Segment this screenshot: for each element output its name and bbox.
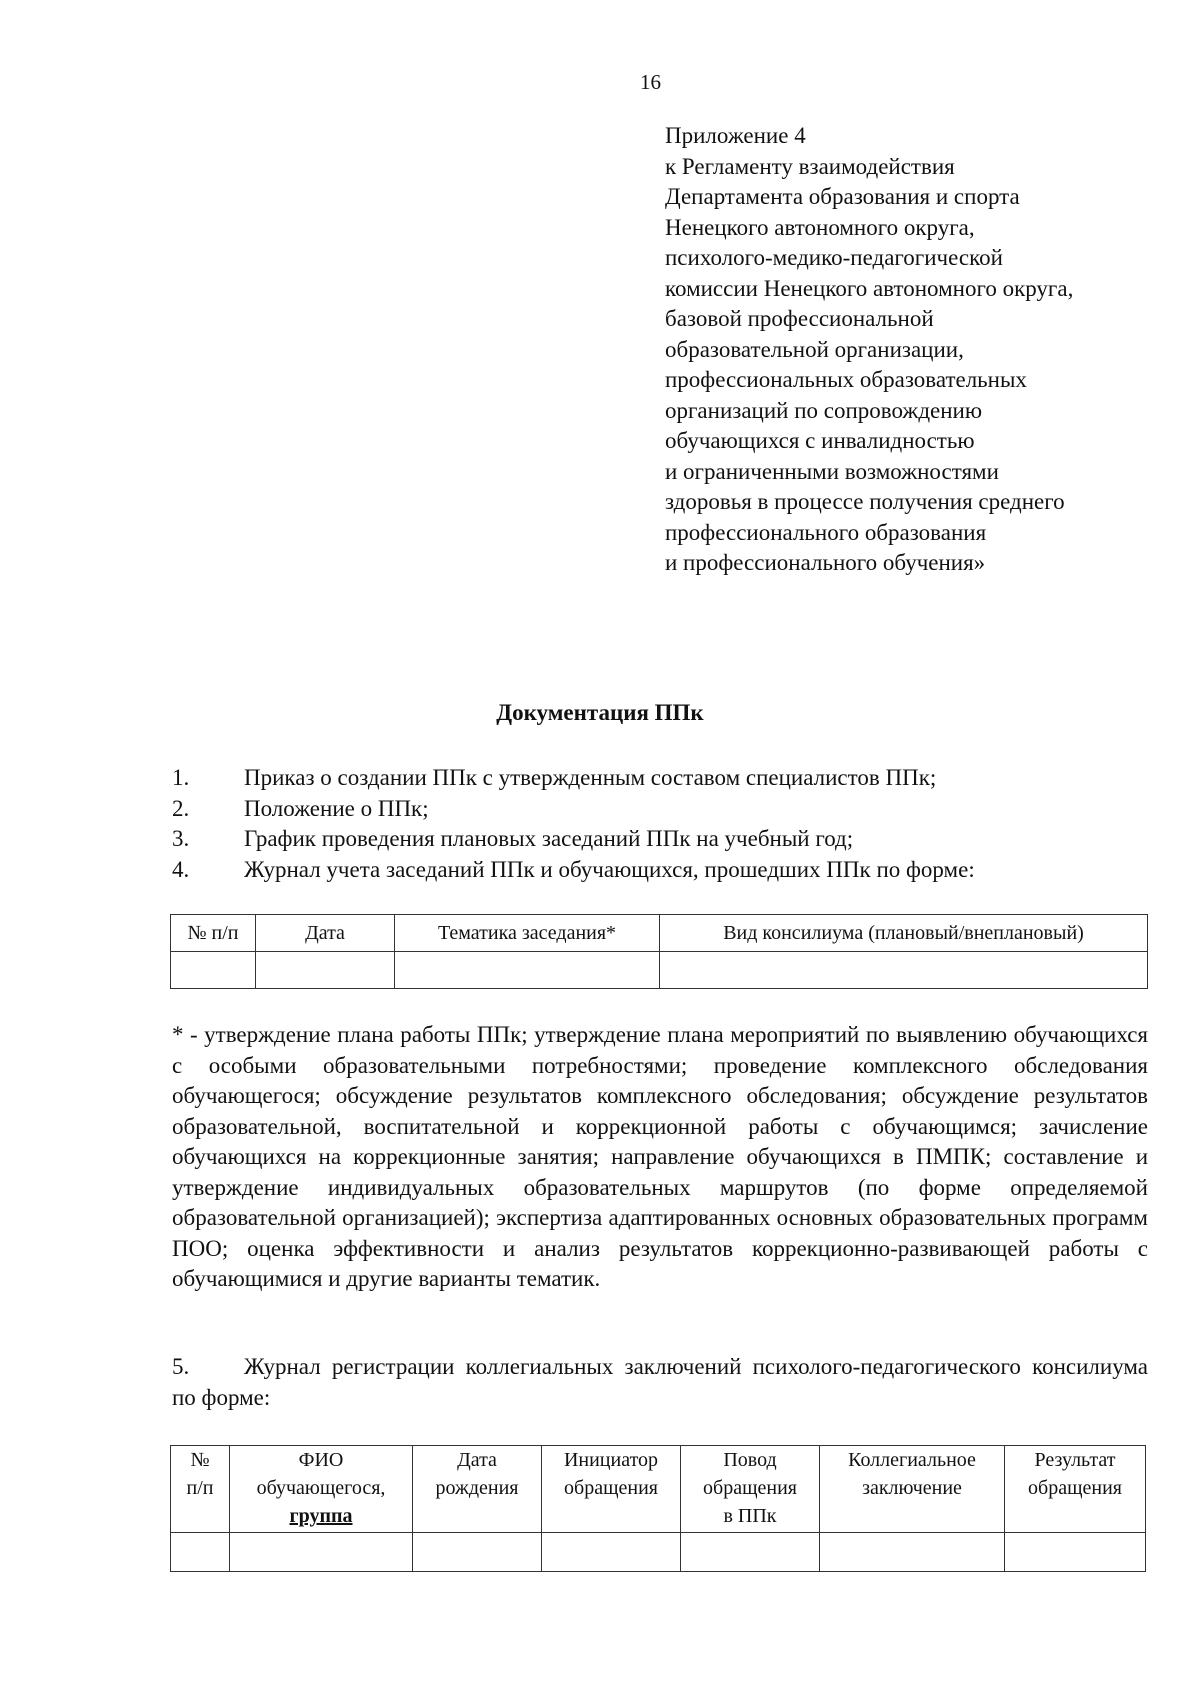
header-line: обращения bbox=[703, 1477, 797, 1499]
table-cell bbox=[230, 1533, 413, 1572]
table-header-row bbox=[171, 915, 1148, 952]
list-item-text: Положение о ППк; bbox=[244, 795, 429, 821]
table-cell bbox=[395, 952, 660, 989]
annex-line: Приложение 4 bbox=[665, 123, 806, 148]
header-line: обращения bbox=[1028, 1477, 1122, 1499]
annex-line: и профессионального обучения» bbox=[665, 550, 986, 575]
footnote-text: * - утверждение плана работы ППк; утверждение плана мероприятий по выявлению обучающихся с особыми образовательными потребностями; проведение комплексного обследования обучающегося; обсуждение результатов комплексного обследования; обсуждение результатов образовательной, воспитательной и коррекционной работы с обучающимся; зачисление обучающихся на коррекционные занятия; направление обучающихся в ПМПК; составление и утверждение индивидуальных образовательных маршрутов (по форме определяемой образовательной организацией); экспертиза адаптированных основных образовательных программ ПОО; оценка эффективности и анализ результатов коррекционно-развивающей работы с обучающимися и другие варианты тематик. bbox=[172, 1022, 1148, 1291]
annex-line: базовой профессиональной bbox=[665, 306, 934, 331]
list-item bbox=[172, 824, 1152, 855]
conclusions-journal-table bbox=[170, 1445, 1146, 1572]
header-line: ФИО bbox=[298, 1449, 344, 1471]
header-line: Коллегиальное bbox=[848, 1449, 976, 1471]
list-item bbox=[172, 855, 1152, 886]
table-row bbox=[171, 952, 1148, 989]
column-header: Вид консилиума (плановый/внеплановый) bbox=[660, 915, 1148, 952]
document-title: Документация ППк bbox=[496, 700, 704, 725]
header-line: обучающегося, bbox=[256, 1477, 386, 1499]
column-header: Тематика заседания* bbox=[395, 915, 660, 952]
annex-line: к Регламенту взаимодействия bbox=[665, 153, 955, 179]
list-item-text: График проведения плановых заседаний ППк на учебный год; bbox=[244, 826, 854, 851]
annex-line: обучающихся с инвалидностью bbox=[665, 428, 975, 453]
column-header bbox=[820, 1446, 1005, 1533]
table-cell bbox=[542, 1533, 681, 1572]
annex-line: психолого-медико-педагогической bbox=[665, 245, 1003, 270]
annex-line: и ограниченными возможностями bbox=[665, 458, 999, 484]
column-header bbox=[171, 1446, 230, 1533]
header-line: Инициатор bbox=[563, 1449, 659, 1471]
column-header: № п/п bbox=[171, 915, 256, 952]
list-item-5 bbox=[172, 1352, 1148, 1413]
column-header bbox=[542, 1446, 681, 1533]
annex-line: образовательной организации, bbox=[665, 336, 964, 362]
column-header bbox=[230, 1446, 413, 1533]
annex-line: комиссии Ненецкого автономного округа, bbox=[665, 275, 1074, 301]
table-cell bbox=[660, 952, 1148, 989]
annex-line: профессиональных образовательных bbox=[665, 367, 1027, 392]
table-cell bbox=[1005, 1533, 1146, 1572]
list-item-number: 4. bbox=[172, 856, 190, 882]
annex-line: Ненецкого автономного округа, bbox=[665, 214, 975, 240]
meetings-journal-table bbox=[170, 914, 1148, 989]
annex-line: организаций по сопровождению bbox=[665, 397, 983, 423]
column-header bbox=[1005, 1446, 1146, 1533]
table-cell bbox=[820, 1533, 1005, 1572]
table-cell bbox=[681, 1533, 820, 1572]
table-cell bbox=[413, 1533, 542, 1572]
list-item bbox=[172, 763, 1152, 794]
documentation-list bbox=[172, 763, 1152, 885]
list-item-text: Журнал учета заседаний ППк и обучающихся, прошедших ППк по форме: bbox=[244, 856, 975, 882]
table-cell bbox=[171, 952, 256, 989]
column-header bbox=[413, 1446, 542, 1533]
column-header: Дата bbox=[256, 915, 395, 952]
list-item-number: 5. bbox=[172, 1354, 190, 1379]
header-line: обращения bbox=[564, 1477, 658, 1499]
header-line: Дата bbox=[457, 1449, 497, 1471]
header-line: Повод bbox=[723, 1449, 777, 1471]
header-line: п/п bbox=[186, 1477, 214, 1499]
table-cell bbox=[171, 1533, 230, 1572]
list-item-number: 3. bbox=[172, 826, 190, 851]
list-item bbox=[172, 794, 1152, 825]
annex-line: профессионального образования bbox=[665, 519, 987, 545]
header-line: рождения bbox=[435, 1477, 519, 1499]
annex-header bbox=[665, 121, 1165, 579]
header-line: заключение bbox=[862, 1477, 962, 1499]
header-line: № bbox=[190, 1449, 210, 1471]
header-line: Результат bbox=[1034, 1449, 1116, 1471]
table-cell bbox=[256, 952, 395, 989]
header-line: в ППк bbox=[723, 1505, 777, 1527]
column-header bbox=[681, 1446, 820, 1533]
list-item-number: 1. bbox=[172, 765, 190, 790]
list-item-text: Приказ о создании ППк с утвержденным составом специалистов ППк; bbox=[244, 765, 937, 790]
annex-line: здоровья в процессе получения среднего bbox=[665, 489, 1065, 514]
table-row bbox=[171, 1533, 1146, 1572]
table-header-row bbox=[171, 1446, 1146, 1533]
list-item-text: Журнал регистрации коллегиальных заключений психолого-педагогического консилиума по форме: bbox=[172, 1354, 1148, 1410]
header-line: группа bbox=[289, 1505, 353, 1527]
page-number: 16 bbox=[640, 70, 661, 94]
annex-line: Департамента образования и спорта bbox=[665, 184, 1020, 209]
list-item-number: 2. bbox=[172, 795, 190, 821]
